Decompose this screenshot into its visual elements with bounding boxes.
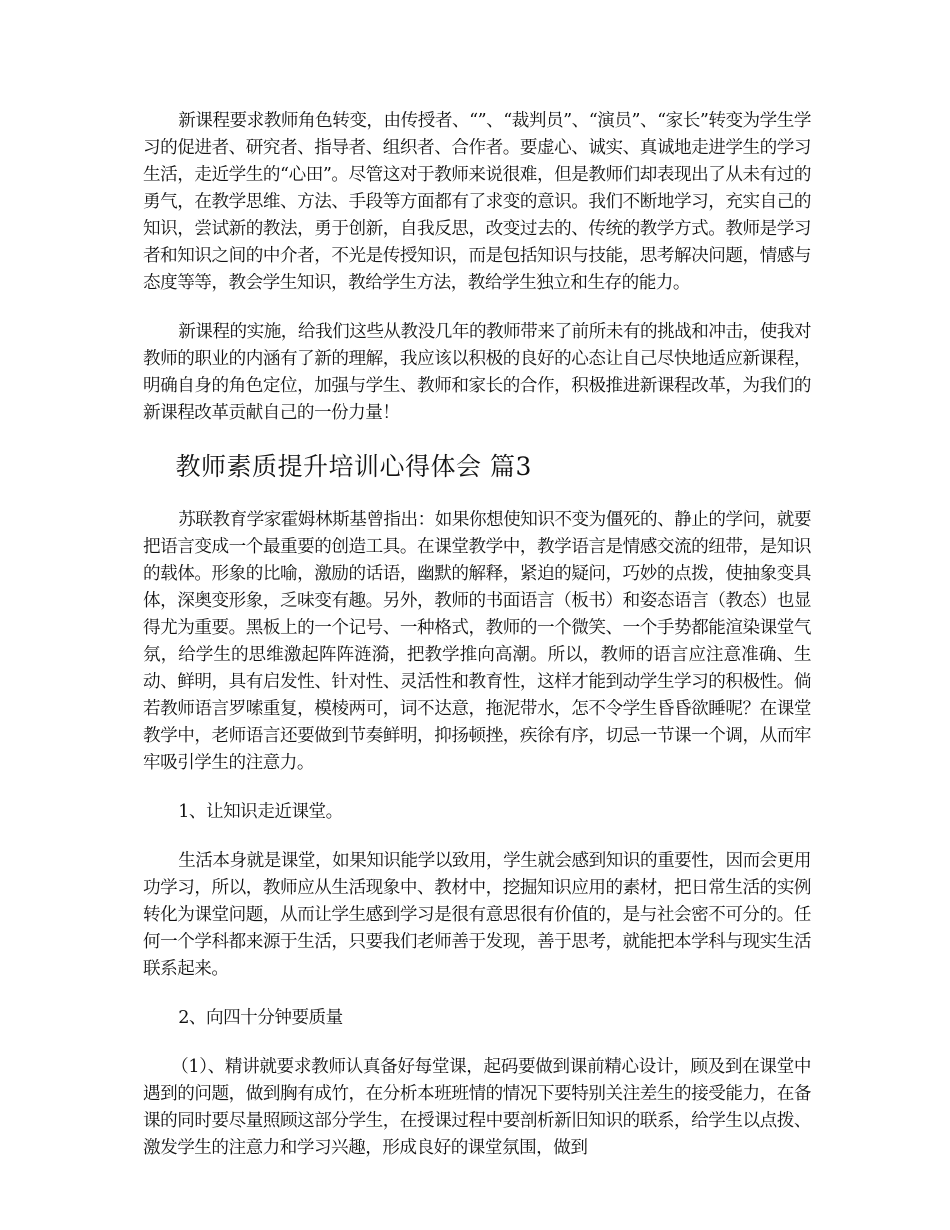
list-item-knowledge-classroom: 1、让知识走近课堂。 bbox=[178, 802, 343, 822]
paragraph-precise-teaching: （1）、精讲就要求教师认真备好每堂课，起码要做到课前精心设计，顾及到在课堂中遇到的问题，做到胸有成竹，在分析本班班情的情况下要特别关注差生的接受能力，在备课的同时要尽量照顾这部分学生，在授课过程中要剖析新旧知识的联系，给学生以点拨、激发学生的注意力和学习兴趣，形成良好的课堂氛围，做到 bbox=[143, 1057, 811, 1158]
list-item-forty-minutes: 2、向四十分钟要质量 bbox=[178, 1008, 343, 1028]
paragraph-new-curriculum: 新课程的实施，给我们这些从教没几年的教师带来了前所未有的挑战和冲击，使我对教师的职业的内涵有了新的理解，我应该以积极的良好的心态让自己尽快地适应新课程，明确自身的角色定位，加强与学生、教师和家长的合作，积极推进新课程改革，为我们的新课程改革贡献自己的一份力量！ bbox=[143, 322, 811, 423]
paragraph-teacher-role: 新课程要求教师角色转变，由传授者、“”、“裁判员”、“演员”、“家长”转变为学生学习的促进者、研究者、指导者、组织者、合作者。要虚心、诚实、真诚地走进学生的学习生活，走近学生的“心田”。尽管这对于教师来说很难，但是教师们却表现出了从未有过的勇气，在教学思维、方法、手段等方面都有了求变的意识。我们不断地学习，充实自己的知识，尝试新的教法，勇于创新，自我反思，改变过去的、传统的教学方式。教师是学习者和知识之间的中介者，不光是传授知识，而是包括知识与技能，思考解决问题，情感与态度等等，教会学生知识，教给学生方法，教给学生独立和生存的能力。 bbox=[143, 111, 811, 293]
section-heading: 教师素质提升培训心得体会 篇3 bbox=[175, 452, 532, 481]
document-body bbox=[143, 108, 811, 1184]
paragraph-life-classroom: 生活本身就是课堂，如果知识能学以致用，学生就会感到知识的重要性，因而会更用功学习，所以，教师应从生活现象中、教材中，挖掘知识应用的素材，把日常生活的实例转化为课堂问题，从而让学生感到学习是很有意思很有价值的，是与社会密不可分的。任何一个学科都来源于生活，只要我们老师善于发现，善于思考，就能把本学科与现实生活联系起来。 bbox=[143, 851, 811, 979]
paragraph-teaching-language: 苏联教育学家霍姆林斯基曾指出：如果你想使知识不变为僵死的、静止的学问，就要把语言变成一个最重要的创造工具。在课堂教学中，教学语言是情感交流的纽带，是知识的载体。形象的比喻，激励的话语，幽默的解释，紧迫的疑问，巧妙的点拨，使抽象变具体，深奥变形象，乏味变有趣。另外，教师的书面语言（板书）和姿态语言（教态）也显得尤为重要。黑板上的一个记号、一种格式，教师的一个微笑、一个手势都能渲染课堂气氛，给学生的思维激起阵阵涟漪，把教学推向高潮。所以，教师的语言应注意准确、生动、鲜明，具有启发性、针对性、灵活性和教育性，这样才能到动学生学习的积极性。倘若教师语言罗嗦重复，模棱两可，词不达意，拖泥带水，怎不令学生昏昏欲睡呢？在课堂教学中，老师语言还要做到节奏鲜明，抑扬顿挫，疾徐有序，切忌一节课一个调，从而牢牢吸引学生的注意力。 bbox=[143, 510, 811, 773]
